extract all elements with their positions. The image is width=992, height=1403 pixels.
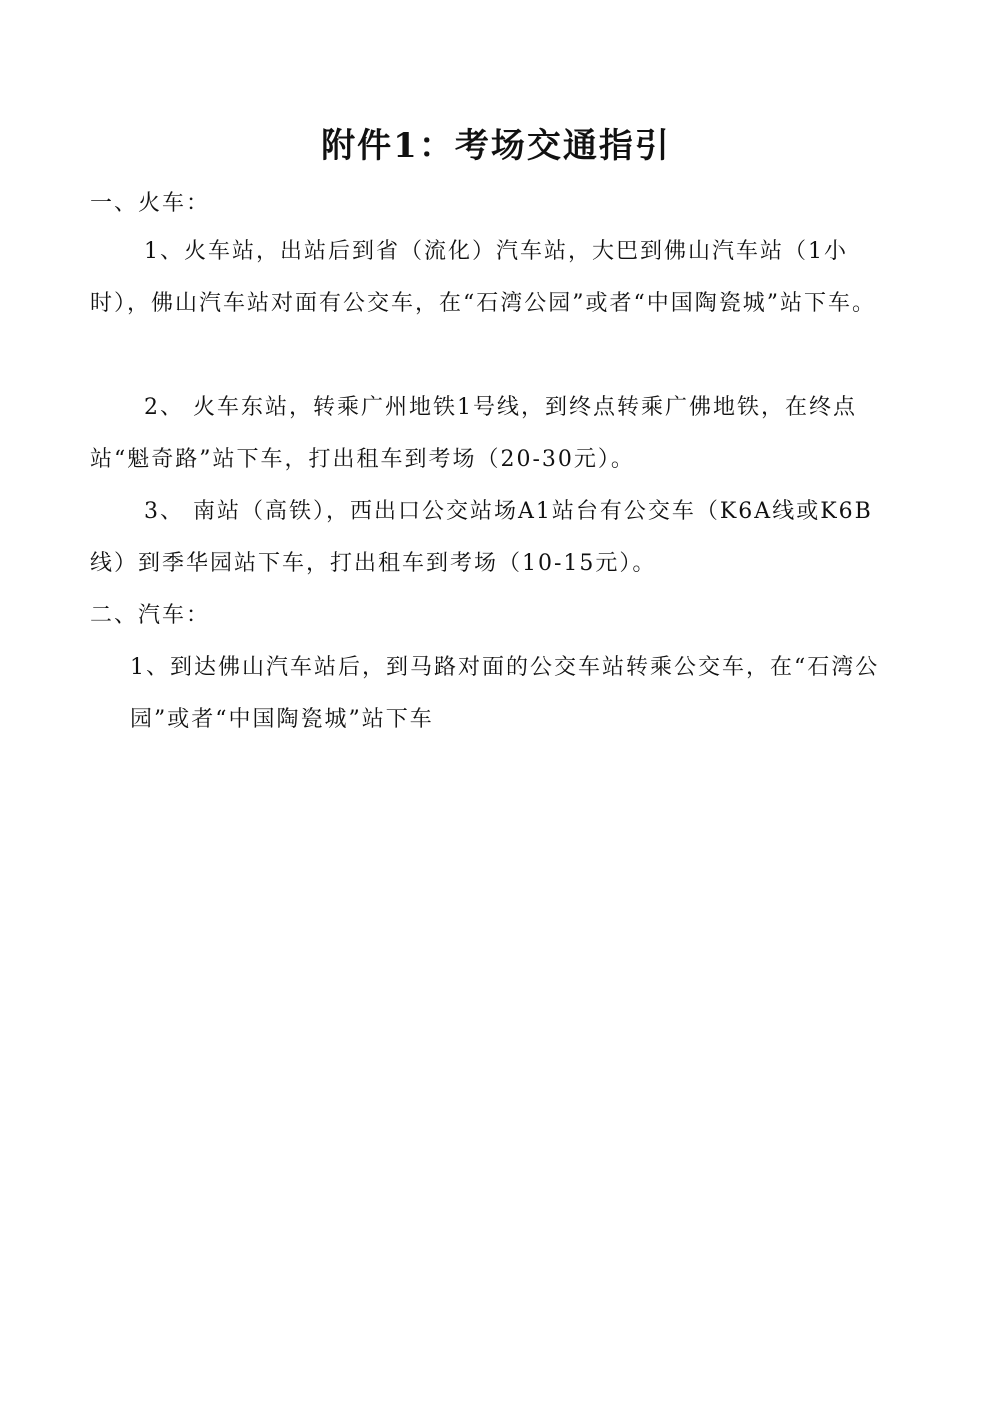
train-item-3: 3、 南站（高铁），西出口公交站场A1站台有公交车（K6A线或K6B线）到季华园站下车，打出租车到考场（10-15元）。: [90, 499, 873, 576]
document-title: 附件1：考场交通指引: [321, 126, 671, 166]
bus-item-1: 1、到达佛山汽车站后，到马路对面的公交车站转乘公交车，在“石湾公园”或者“中国陶瓷城”站下车: [130, 655, 880, 732]
section-heading-bus: 二、汽车：: [90, 603, 211, 628]
section-heading-train: 一、火车：: [90, 191, 211, 216]
train-item-1: 1、火车站，出站后到省（流化）汽车站，大巴到佛山汽车站（1小时），佛山汽车站对面有公交车，在“石湾公园”或者“中国陶瓷城”站下车。: [90, 239, 876, 316]
train-item-2: 2、 火车东站，转乘广州地铁1号线，到终点转乘广佛地铁，在终点站“魁奇路”站下车，打出租车到考场（20-30元）。: [90, 395, 857, 472]
